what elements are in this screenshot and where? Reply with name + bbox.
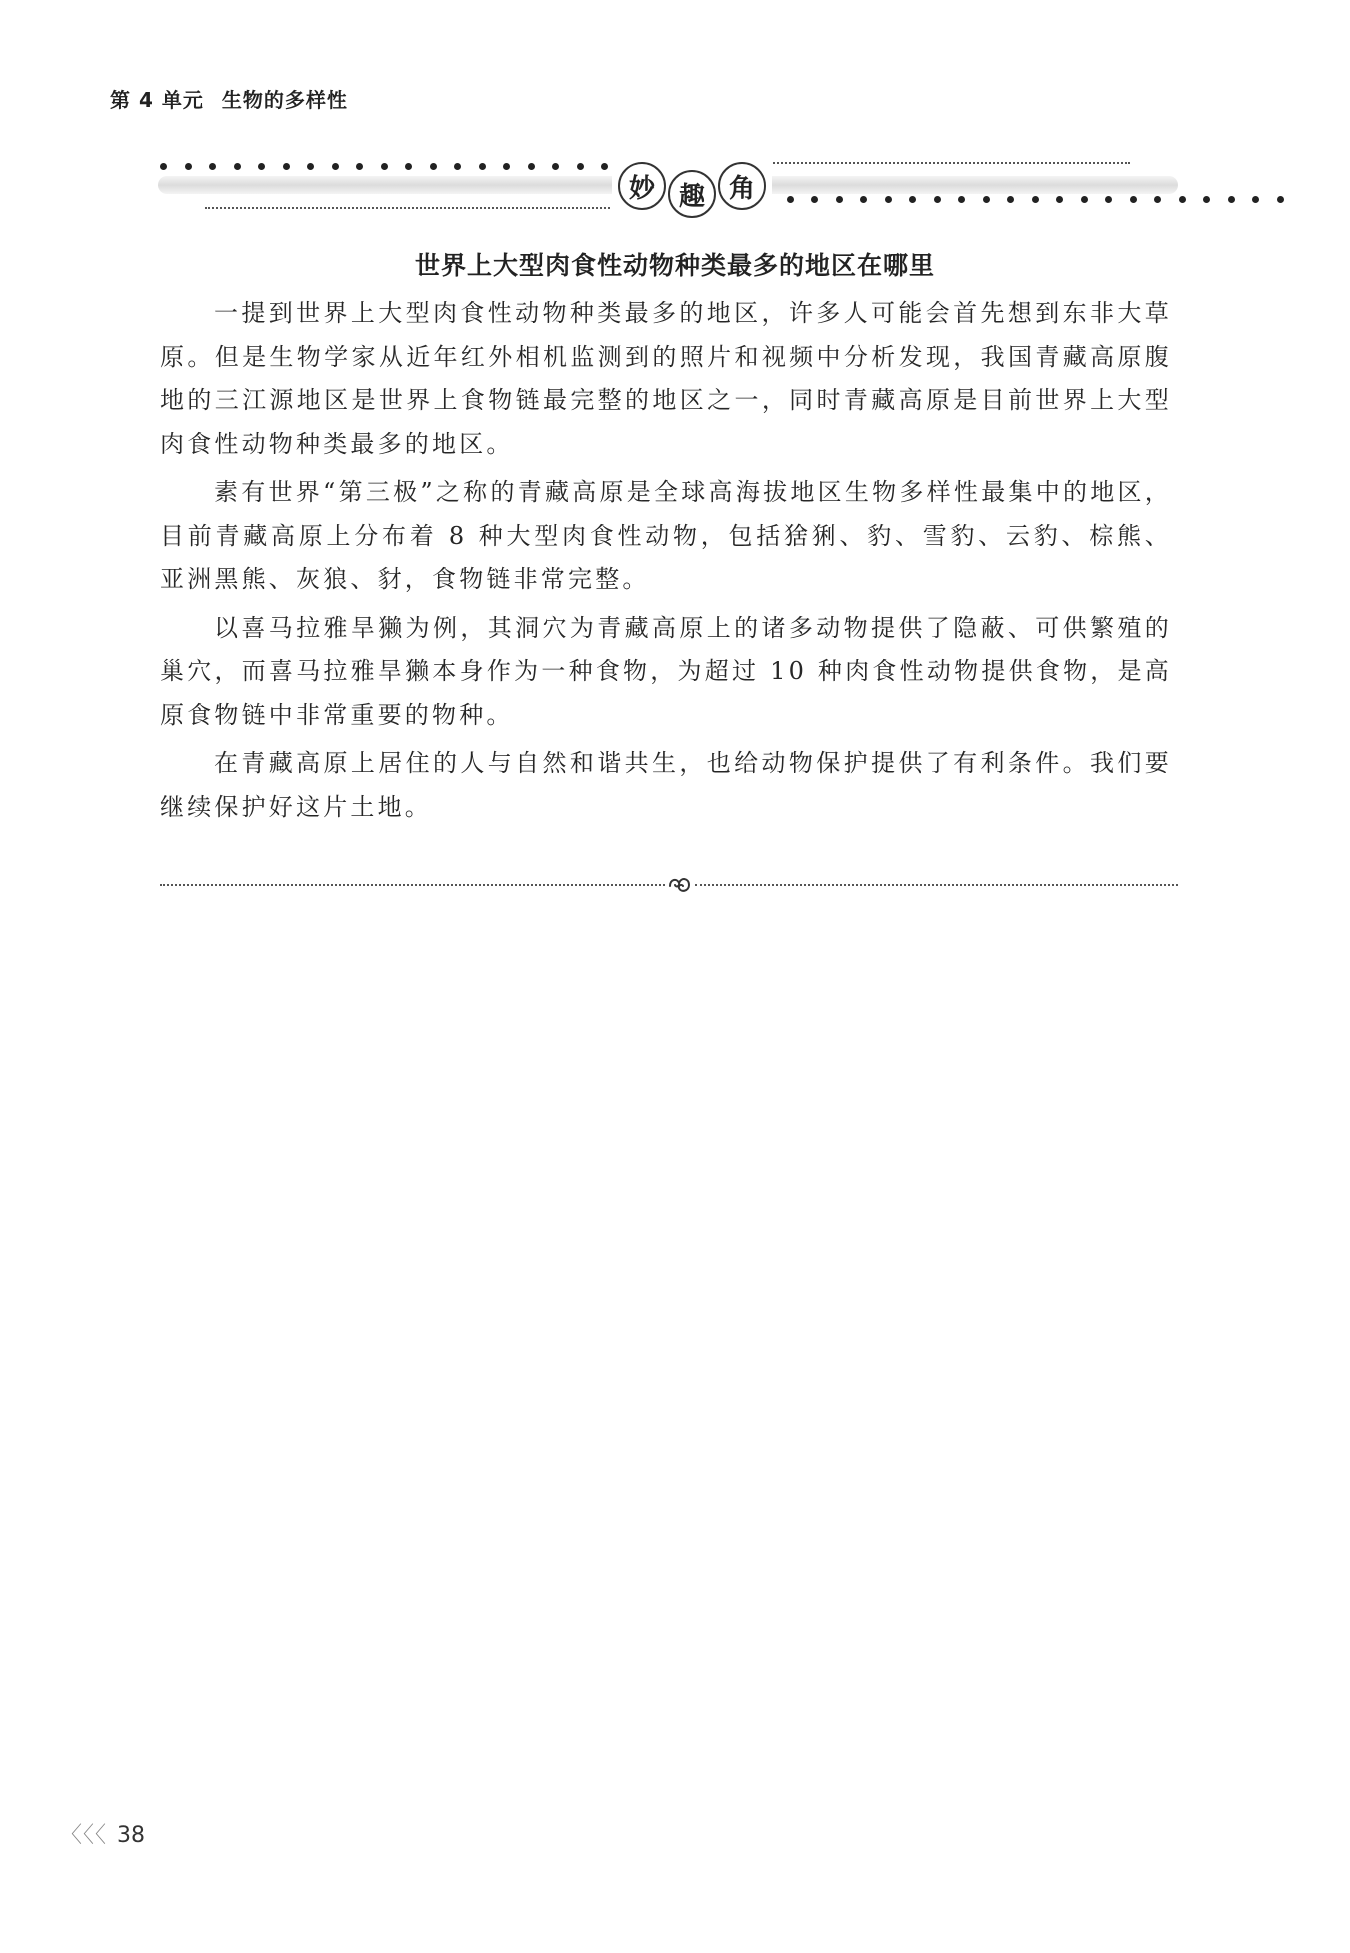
page-number: 38 (117, 1823, 146, 1848)
end-rule (160, 873, 1178, 897)
banner-char: 趣 (668, 170, 716, 218)
banner-char: 角 (718, 162, 766, 210)
running-header (110, 84, 348, 113)
paragraph: 素有世界“第三极”之称的青藏高原是全球高海拔地区生物多样性最集中的地区，目前青藏高原上分布着 8 种大型肉食性动物，包括猞猁、豹、雪豹、云豹、棕熊、亚洲黑熊、灰狼、豺，食物链非常完整。 (160, 478, 1172, 593)
article-title: 世界上大型肉食性动物种类最多的地区在哪里 (414, 251, 935, 280)
article-body (160, 292, 1172, 834)
banner-dots-bottom (762, 196, 1284, 203)
banner-title (612, 160, 772, 212)
unit-title: 生物的多样性 (221, 88, 348, 112)
page-footer (60, 1818, 145, 1849)
banner-char: 妙 (618, 162, 666, 210)
ornament-icon (667, 873, 693, 897)
unit-number: 第 4 单元 (110, 88, 204, 112)
banner-dotted-line-top (730, 162, 1130, 164)
paragraph: 以喜马拉雅旱獭为例，其洞穴为青藏高原上的诸多动物提供了隐蔽、可供繁殖的巢穴，而喜马拉雅旱獭本身作为一种食物，为超过 10 种肉食性动物提供食物，是高原食物链中非常重要的物种。 (160, 613, 1172, 729)
paragraph: 一提到世界上大型肉食性动物种类最多的地区，许多人可能会首先想到东非大草原。但是生物学家从近年红外相机监测到的照片和视频中分析发现，我国青藏高原腹地的三江源地区是世界上食物链最完整的地区之一，同时青藏高原是目前世界上大型肉食性动物种类最多的地区。 (160, 299, 1172, 458)
paragraph: 在青藏高原上居住的人与自然和谐共生，也给动物保护提供了有利条件。我们要继续保护好这片土地。 (160, 749, 1172, 821)
chevrons-icon: 〈〈〈 (60, 1823, 108, 1848)
banner-dots-top (160, 163, 633, 170)
